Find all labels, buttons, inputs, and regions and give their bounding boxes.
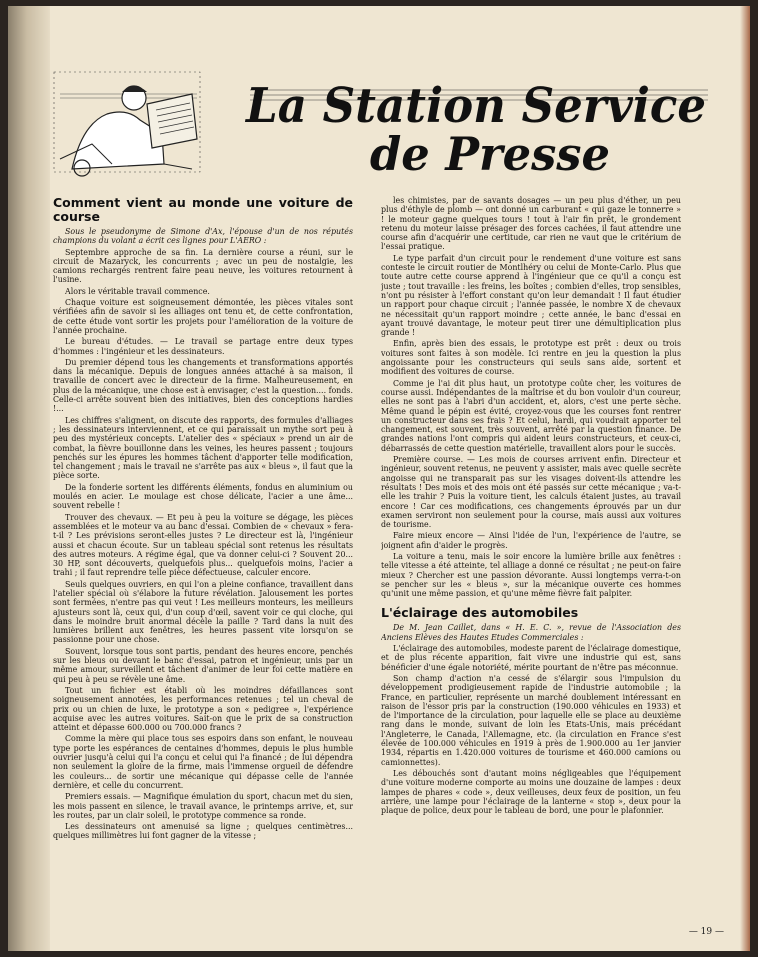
article-2-paragraph: Les débouchés sont d'autant moins négligeables que l'équipement d'une voiture moderne comporte au moins une douzaine de lampes : deux lampes de phares « code », deux veilleuses, deux feux de position, un feu arrière, une lampe pour l'éclairage de la lanterne « stop », deux pour la plaque de police, deux pour le tableau de bord, une pour le plafonnier.	[381, 768, 681, 816]
article-1-intro: Sous le pseudonyme de Simone d'Ax, l'épouse d'un de nos réputés champions du volant a écrit ces lignes pour L'AERO :	[53, 227, 353, 246]
article-2-title: L'éclairage des automobiles	[381, 605, 579, 621]
article-1-paragraph: De la fonderie sortent les différents éléments, fondus en aluminium ou moulés en acier. Le moulage est chose délicate, l'acier a une âme... souvent rebelle !	[53, 482, 353, 511]
article-2-paragraph: Son champ d'action n'a cessé de s'élargir sous l'impulsion du développement prodigieusement rapide de l'industrie automobile ; la France, en particulier, représente un marché doublement intéressant en raison de l'essor pris par la construction (190.000 véhicules en 1933) et de l'importance de la circulation, pour laquelle elle se place au deuxième rang dans le monde, suivant de loin les Etats-Unis, mais précédant l'Angleterre, le Canada, l'Allemagne, etc. (la circulation en France s'est élevée de 100.000 véhicules en 1919 à près de 1.900.000 au 1er janvier 1934, répartis en 1.420.000 voitures de tourisme et 460.000 camions ou camionnettes).	[381, 673, 681, 767]
article-1-paragraph: les chimistes, par de savants dosages — un peu plus d'éther, un peu plus d'éthyle de plomb — ont donné un carburant « qui gaze le tonnerre » ! le moteur gagne quelques tours ! tout à l'air fin prêt, le grondement retenu du moteur laisse présager des forces cachées, il faut attendre une course afin d'acquérir une certitude, car rien ne vaut que le critérium de l'essai pratique.	[381, 196, 681, 252]
article-1-paragraph: Septembre approche de sa fin. La dernière course a réuni, sur le circuit de Mazaryck, les concurrents ; avec un peu de nostalgie, les camions rechargés rentrent faire peau neuve, les voitures retournent à l'usine.	[53, 247, 353, 285]
article-1-paragraph: Le bureau d'études. — Le travail se partage entre deux types d'hommes : l'ingénieur et les dessinateurs.	[53, 337, 353, 356]
title-line-2: de Presse	[370, 127, 610, 180]
section-title	[240, 60, 710, 180]
title-line-1: La Station Service	[244, 78, 707, 134]
article-1-paragraph: Tout un fichier est établi où les moindres défaillances sont soigneusement annotées, les performances retenues ; tel un cheval de prix ou un chien de luxe, le prototype a son « pedigree », l'expérience acquise avec les autres voitures. Sait-on que le prix de sa construction atteint et dépasse 600.000 ou 700.000 francs ?	[53, 685, 353, 733]
article-1-paragraph: Comme je l'ai dit plus haut, un prototype coûte cher, les voitures de course aussi. Indépendantes de la maîtrise et du bon vouloir d'un coureur, elles ne sont pas à l'abri d'un accident, et, alors, c'est une perte sèche. Même quand le pépin est évité, croyez-vous que les courses font rentrer un constructeur dans ses frais ? Et celui, hardi, qui voudrait apporter tel changement, est souvent, très souvent, arrêté par la question finance. De grandes nations l'ont compris qui aident leurs constructeurs, et ceux-ci, débarrassés de cette question matérielle, travaillent alors pour le succès.	[381, 378, 681, 453]
page-number: — 19 —	[688, 927, 724, 937]
article-1-paragraph: Alors le véritable travail commence.	[65, 286, 210, 296]
article-1-paragraph: Faire mieux encore — Ainsi l'idée de l'un, l'expérience de l'autre, se joignent afin d'aider le progrès.	[381, 531, 681, 550]
book-spine-shadow	[8, 6, 50, 951]
article-1-paragraph: Chaque voiture est soigneusement démontée, les pièces vitales sont vérifiées afin de savoir si les alliages ont tenu et, de cette confrontation, de cette étude vont sortir les projets pour l'amélioration de la voiture de l'année prochaine.	[53, 298, 353, 335]
article-2-paragraph: L'éclairage des automobiles, modeste parent de l'éclairage domestique, et de plus récente apparition, fait vivre une industrie qui est, sans bénéficier d'une égale notoriété, mérite pourtant de n'être pas méconnue.	[381, 644, 681, 672]
article-1-paragraph: Le type parfait d'un circuit pour le rendement d'une voiture est sans conteste le circuit routier de Montlhéry ou celui de Monte-Carlo. Plus que toute autre cette course apprend à l'ingénieur que ce qu'il a conçu est juste ; tout travaille : les freins, les boîtes ; combien d'elles, trop sensibles, n'ont pu résister à l'effort constant qu'on leur demandait ! Il faut étudier un rapport pour chaque circuit ; l'année passée, le nombre X de chevaux ne nécessitait qu'un rapport moindre ; cette année, le banc d'essai en ayant trouvé davantage, le moteur peut tirer une démultiplication plus grande !	[381, 253, 681, 338]
article-1-paragraph: Souvent, lorsque tous sont partis, pendant des heures encore, penchés sur les bleus ou devant le banc d'essai, patron et ingénieur, unis par un même amour, surveillent et tâchent d'animer de leur foi cette matière en qui peu à peu se révèle une âme.	[53, 646, 353, 684]
magazine-page	[8, 6, 750, 951]
article-1-paragraph: La voiture a tenu, mais le soir encore la lumière brille aux fenêtres : telle vitesse a été atteinte, tel alliage a donné ce résultat ; ne peut-on faire mieux ? Chercher est une passion dévorante. Aussi longtemps verra-t-on se pencher sur les « bleus », sur la mécanique ouverte ces hommes qu'unit une même passion, et qu'une même fièvre fait palpiter.	[381, 551, 681, 599]
text-column-right	[381, 196, 681, 931]
article-1-paragraph: Les dessinateurs ont amenuisé sa ligne ; quelques centimètres... quelques millimètres lui font gagner de la vitesse ;	[53, 822, 353, 841]
article-1-paragraph: Seuls quelques ouvriers, en qui l'on a pleine confiance, travaillent dans l'atelier spécial où s'élabore la future révélation. Jalousement les portes sont fermées, n'entre pas qui veut ! Les meilleurs monteurs, les meilleurs ajusteurs sont là, ceux qui, d'un coup d'œil, savent voir ce qui cloche, qui dans le moindre bruit anormal décèle la paille ? Tard dans la nuit des lumières brillent aux fenêtres, les heures passent vite lorsqu'on se passionne pour une chose.	[53, 579, 353, 645]
article-2-intro: De M. Jean Caillet, dans « H. E. C. », revue de l'Association des Anciens Elèves des Hautes Etudes Commerciales :	[381, 623, 681, 642]
section-header	[52, 64, 712, 184]
newspaper-reader-illustration	[52, 64, 202, 182]
text-column-left	[53, 196, 353, 931]
article-1-paragraph: Trouver des chevaux. — Et peu à peu la voiture se dégage, les pièces assemblées et le moteur va au banc d'essai. Combien de « chevaux » fera-t-il ? Les prévisions seront-elles justes ? Le directeur est là, l'ingénieur aussi et chacun écoute. Sur un tableau spécial sont retenus les résultats des autres moteurs. A régime égal, que va donner celui-ci ? Souvent 20... 30 HP, sont découverts, quelquefois plus... quelquefois moins, l'acier a trahi ; il faut reprendre telle pièce défectueuse, calculer encore.	[53, 512, 353, 578]
article-1-paragraph: Premiers essais. — Magnifique émulation du sport, chacun met du sien, les mois passent en silence, le travail avance, le printemps arrive, et, sur les routes, par un clair soleil, le prototype commence sa ronde.	[53, 792, 353, 820]
page-edge	[740, 6, 750, 951]
article-1-paragraph: Première course. — Les mois de courses arrivent enfin. Directeur et ingénieur, souvent retenus, ne peuvent y assister, mais avec quelle secrète angoisse qui ne transparait pas sur les visages doivent-ils attendre les résultats ! Des mois et des mois ont été passés sur cette mécanique ; va-t-elle les trahir ? Puis la voiture tient, les calculs étaient justes, au travail encore ! Car ces modifications, ces changements éprouvés par un dur examen serviront non seulement pour la course, mais aussi aux voitures de tourisme.	[381, 455, 681, 530]
article-1-title: Comment vient au monde une voiture de course	[53, 196, 353, 224]
article-1-paragraph: Les chiffres s'alignent, on discute des rapports, des formules d'alliages ; les dessinateurs interviennent, et ce qui paraissait un mythe sort peu à peu des mystérieux concepts. L'atelier des « spéciaux » prend un air de combat, la fièvre bouillonne dans les veines, les heures passent ; toujours penchés sur les épures les hommes tâchent d'apporter telle modification, tel changement ; mais le travail ne s'arrête pas aux « bleus », il faut que la pièce sorte.	[53, 415, 353, 481]
article-1-paragraph: Enfin, après bien des essais, le prototype est prêt : deux ou trois voitures sont faites à son modèle. Ici rentre en jeu la question la plus angoissante pour les constructeurs qui seuls sans aide, sortent et modifient des voitures de course.	[381, 339, 681, 377]
article-1-paragraph: Du premier dépend tous les changements et transformations apportés dans la mécanique. Depuis de longues années attaché à sa maison, il travaille de concert avec le directeur de la firme. Malheureusement, en plus de la mécanique, une chose est à envisager, c'est la question.... fonds. Celle-ci arrête souvent bien des initiatives, bien des conceptions hardies !...	[53, 357, 353, 414]
article-1-paragraph: Comme la mère qui place tous ses espoirs dans son enfant, le nouveau type porte les espérances de centaines d'hommes, depuis le plus humble ouvrier jusqu'à celui qui l'a conçu et celui qui l'a financé ; de lui dépendra non seulement la gloire de la firme, mais l'immense orgueil de défendre les couleurs... de sortir une mécanique qui dépasse celle de l'année dernière, et celle du concurrent.	[53, 734, 353, 790]
